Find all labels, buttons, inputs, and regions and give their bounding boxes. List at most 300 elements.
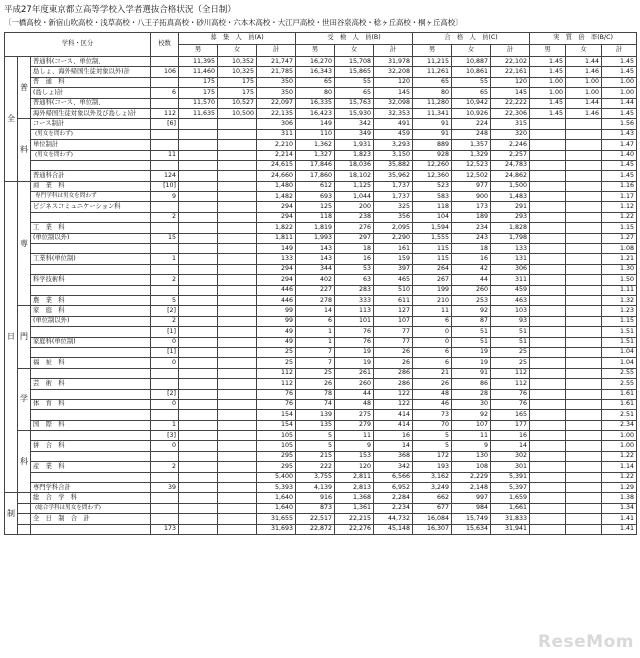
data-cell: 15,749 [452, 514, 491, 524]
data-cell: 286 [374, 368, 413, 378]
data-cell [179, 223, 218, 233]
data-cell: 238 [335, 212, 374, 222]
data-cell: 11 [452, 431, 491, 441]
school-count [151, 77, 179, 87]
data-cell [218, 275, 257, 285]
row-label [31, 431, 151, 441]
table-row [5, 202, 637, 212]
row-label [31, 254, 151, 264]
data-cell: 1,362 [296, 140, 335, 150]
category-label [18, 493, 31, 503]
table-row [5, 140, 637, 150]
data-cell: 264 [413, 264, 452, 274]
category-label: 普 [18, 57, 31, 119]
data-cell [566, 244, 602, 254]
data-cell: 65 [335, 88, 374, 98]
data-cell [566, 129, 602, 139]
row-label-text: 全 日 制 合 計 [33, 514, 90, 522]
data-cell: 248 [452, 129, 491, 139]
row-label [31, 77, 151, 87]
data-cell: 22,102 [491, 57, 530, 67]
data-cell [179, 368, 218, 378]
data-cell: 21,785 [257, 67, 296, 77]
table-row [5, 368, 637, 378]
table-row [5, 441, 637, 451]
row-label [31, 57, 151, 67]
data-cell: 26 [374, 358, 413, 368]
data-cell [530, 254, 566, 264]
data-cell: 112 [257, 379, 296, 389]
data-cell: 65 [413, 77, 452, 87]
data-cell: 32,098 [374, 98, 413, 108]
data-cell: 11,261 [413, 67, 452, 77]
data-cell: 1.50 [602, 275, 637, 285]
data-cell: 1.61 [602, 399, 637, 409]
data-cell [218, 441, 257, 451]
table-row [5, 327, 637, 337]
table-row [5, 160, 637, 170]
row-label [31, 524, 151, 534]
data-cell: 7 [296, 347, 335, 357]
data-cell: 77 [374, 327, 413, 337]
data-cell [530, 431, 566, 441]
data-cell: 1.45 [530, 67, 566, 77]
data-cell [179, 503, 218, 513]
data-cell [566, 493, 602, 503]
data-cell: 14 [296, 306, 335, 316]
data-cell: 1.61 [602, 389, 637, 399]
row-label [31, 316, 151, 326]
row-label [31, 420, 151, 430]
data-cell: 18,036 [335, 160, 374, 170]
data-cell: 5 [296, 441, 335, 451]
data-cell: 107 [374, 316, 413, 326]
table-row [5, 98, 637, 108]
data-cell [530, 129, 566, 139]
data-cell: 76 [335, 337, 374, 347]
table-row [5, 223, 637, 233]
row-label [31, 108, 151, 118]
side-label: 日 [5, 181, 18, 493]
data-cell [218, 295, 257, 305]
data-cell: 31,978 [374, 57, 413, 67]
header-female: 女 [566, 45, 602, 57]
data-cell: 2,813 [335, 483, 374, 493]
table-row [5, 337, 637, 347]
data-cell: 1,482 [257, 192, 296, 202]
data-cell: 6 [413, 347, 452, 357]
data-cell: 612 [296, 181, 335, 191]
data-cell: 65 [296, 77, 335, 87]
data-cell [179, 431, 218, 441]
data-cell: 1,640 [257, 503, 296, 513]
data-cell: 22,276 [335, 524, 374, 534]
data-cell [179, 171, 218, 181]
category-label: 専 [18, 181, 31, 306]
data-cell: 2,148 [452, 483, 491, 493]
data-cell [179, 483, 218, 493]
data-cell: 2.55 [602, 368, 637, 378]
data-cell: 2,095 [374, 223, 413, 233]
data-cell: 414 [374, 410, 413, 420]
data-cell: 5,391 [491, 472, 530, 482]
data-cell: 1,819 [296, 223, 335, 233]
data-cell: 5 [413, 431, 452, 441]
data-cell [218, 493, 257, 503]
data-cell: 11,280 [413, 98, 452, 108]
table-row [5, 503, 637, 513]
data-cell: 53 [335, 264, 374, 274]
data-cell [179, 192, 218, 202]
school-count [151, 368, 179, 378]
data-cell: 215 [296, 451, 335, 461]
data-cell: 6 [296, 316, 335, 326]
page-title: 平成27年度東京都立高等学校入学者選抜合格状況（全日制） [4, 5, 236, 15]
data-cell: 1,329 [452, 150, 491, 160]
data-cell: 115 [413, 254, 452, 264]
header-passed: 合 格 人 員(C) [413, 33, 530, 45]
table-row [5, 77, 637, 87]
data-cell: 1,823 [335, 150, 374, 160]
data-cell [179, 295, 218, 305]
data-cell [566, 233, 602, 243]
data-cell: 293 [491, 212, 530, 222]
data-cell: 344 [296, 264, 335, 274]
data-cell [530, 524, 566, 534]
data-cell: 42 [452, 264, 491, 274]
data-cell [530, 327, 566, 337]
data-cell [566, 347, 602, 357]
data-cell: 315 [491, 119, 530, 129]
row-label [31, 264, 151, 274]
row-label [31, 441, 151, 451]
header-male: 男 [530, 45, 566, 57]
data-cell [530, 244, 566, 254]
data-cell [530, 410, 566, 420]
header-female: 女 [452, 45, 491, 57]
data-cell: 25 [491, 347, 530, 357]
data-cell [218, 212, 257, 222]
data-cell: 11,570 [179, 98, 218, 108]
category-label: 科 [18, 431, 31, 493]
data-cell: 25 [257, 358, 296, 368]
table-row [5, 493, 637, 503]
data-cell: 118 [296, 212, 335, 222]
data-cell: 1,659 [491, 493, 530, 503]
data-cell: 1.15 [602, 223, 637, 233]
data-cell [566, 316, 602, 326]
school-count: 1 [151, 420, 179, 430]
side-label: 全 [5, 57, 18, 182]
data-cell [566, 379, 602, 389]
data-cell: 92 [452, 410, 491, 420]
data-cell: 63 [335, 275, 374, 285]
data-cell [218, 140, 257, 150]
table-row [5, 67, 637, 77]
data-cell: 15,763 [335, 98, 374, 108]
data-cell: 193 [413, 462, 452, 472]
header-male: 男 [413, 45, 452, 57]
data-cell: 11,215 [413, 57, 452, 67]
data-cell: 16 [374, 431, 413, 441]
data-cell: 154 [257, 420, 296, 430]
data-cell [566, 223, 602, 233]
data-cell: 12,360 [413, 171, 452, 181]
data-cell: 5,393 [257, 483, 296, 493]
data-cell [218, 399, 257, 409]
row-label [31, 306, 151, 316]
data-cell: 295 [257, 462, 296, 472]
data-cell: 11 [335, 431, 374, 441]
watermark-logo: ReseMom [537, 632, 634, 652]
table-row [5, 379, 637, 389]
data-cell: 1 [296, 327, 335, 337]
data-cell [566, 483, 602, 493]
data-cell: 5,397 [491, 483, 530, 493]
school-count [151, 410, 179, 420]
data-cell: 1.00 [530, 77, 566, 87]
data-cell: 55 [335, 77, 374, 87]
data-cell: 1,327 [296, 150, 335, 160]
data-cell: 12,523 [452, 160, 491, 170]
data-cell: 76 [335, 327, 374, 337]
data-cell: 77 [374, 337, 413, 347]
data-cell [566, 389, 602, 399]
data-cell [566, 285, 602, 295]
data-cell: 113 [335, 306, 374, 316]
data-cell [179, 472, 218, 482]
data-cell: 997 [452, 493, 491, 503]
data-cell [566, 472, 602, 482]
data-cell [179, 150, 218, 160]
data-cell: 10,527 [218, 98, 257, 108]
data-cell [218, 389, 257, 399]
data-cell: 1.00 [602, 88, 637, 98]
data-cell [218, 119, 257, 129]
data-cell: 199 [413, 285, 452, 295]
data-cell: 306 [257, 119, 296, 129]
table-row [5, 431, 637, 441]
row-label-text: 福 祉 科 [33, 358, 65, 366]
data-cell: 112 [491, 368, 530, 378]
data-cell [179, 254, 218, 264]
row-label-text: 単位制計 [33, 140, 59, 148]
data-cell: 15,634 [452, 524, 491, 534]
data-cell [530, 462, 566, 472]
school-count [151, 472, 179, 482]
data-cell [530, 285, 566, 295]
data-cell: 149 [296, 119, 335, 129]
data-cell [218, 514, 257, 524]
header-dept: 学科・区分 [5, 33, 151, 57]
data-cell: 12,260 [413, 160, 452, 170]
data-cell [530, 306, 566, 316]
data-cell: 1.08 [602, 244, 637, 254]
table-row [5, 347, 637, 357]
school-count: 0 [151, 399, 179, 409]
data-cell: 11 [413, 306, 452, 316]
data-cell [530, 503, 566, 513]
data-cell: 2.55 [602, 379, 637, 389]
school-count: 39 [151, 483, 179, 493]
data-cell: 122 [374, 399, 413, 409]
data-cell [530, 202, 566, 212]
data-cell [530, 483, 566, 493]
data-cell: 325 [374, 202, 413, 212]
table-row [5, 57, 637, 67]
data-cell: 662 [413, 493, 452, 503]
data-cell [218, 431, 257, 441]
data-cell: 78 [296, 389, 335, 399]
data-cell [566, 119, 602, 129]
data-cell: 1.44 [566, 57, 602, 67]
data-cell: 74 [296, 399, 335, 409]
data-cell: 16 [335, 254, 374, 264]
row-label [31, 181, 151, 191]
data-cell: 1.04 [602, 358, 637, 368]
data-cell: 112 [491, 379, 530, 389]
data-cell: 165 [491, 410, 530, 420]
data-cell: 1.14 [602, 462, 637, 472]
data-cell: 6,952 [374, 483, 413, 493]
data-cell [179, 337, 218, 347]
data-cell: 342 [374, 462, 413, 472]
data-cell: 1.00 [566, 88, 602, 98]
data-cell: 112 [257, 368, 296, 378]
row-label-text: 専門学科合計 [33, 483, 71, 491]
data-cell: 107 [452, 420, 491, 430]
data-cell: 25 [491, 358, 530, 368]
data-cell: 224 [452, 119, 491, 129]
data-cell: 16 [452, 254, 491, 264]
data-cell: 463 [491, 295, 530, 305]
data-cell: 200 [335, 202, 374, 212]
data-cell [566, 150, 602, 160]
data-cell [218, 192, 257, 202]
table-row [5, 410, 637, 420]
data-cell [566, 295, 602, 305]
data-cell [530, 337, 566, 347]
data-cell [179, 347, 218, 357]
row-label-text: (単位制以外) [33, 317, 70, 325]
data-cell: 1.16 [602, 181, 637, 191]
table-row [5, 108, 637, 118]
school-count: 0 [151, 358, 179, 368]
data-cell [530, 160, 566, 170]
row-label [31, 493, 151, 503]
data-cell: 291 [491, 202, 530, 212]
data-cell [566, 368, 602, 378]
row-label-text: 工 業 科 [33, 223, 65, 231]
school-count: [1] [151, 327, 179, 337]
data-cell [218, 379, 257, 389]
data-cell: 2,234 [374, 503, 413, 513]
data-cell [566, 514, 602, 524]
data-cell: 99 [257, 306, 296, 316]
data-cell: 333 [335, 295, 374, 305]
data-cell: 1.21 [602, 254, 637, 264]
data-cell: 22,161 [491, 67, 530, 77]
table-row [5, 192, 637, 202]
data-cell: 48 [413, 389, 452, 399]
data-cell [179, 202, 218, 212]
data-cell: 2,246 [491, 140, 530, 150]
data-cell: 1,828 [491, 223, 530, 233]
data-cell: 311 [257, 129, 296, 139]
school-count [151, 264, 179, 274]
data-cell [179, 212, 218, 222]
data-cell: 611 [374, 295, 413, 305]
data-cell: 10,325 [218, 67, 257, 77]
data-cell: 118 [413, 202, 452, 212]
data-cell: 127 [374, 306, 413, 316]
data-cell: 22,215 [335, 514, 374, 524]
data-cell: 31,941 [491, 524, 530, 534]
header-female: 女 [335, 45, 374, 57]
data-cell: 6 [413, 316, 452, 326]
data-cell: 2,229 [452, 472, 491, 482]
row-label-text: 芸 術 科 [33, 379, 65, 387]
data-cell [218, 462, 257, 472]
row-label [31, 192, 151, 202]
data-cell [566, 212, 602, 222]
data-cell: 19 [452, 347, 491, 357]
school-count: 6 [151, 88, 179, 98]
table-row [5, 514, 637, 524]
data-cell: 1.56 [602, 119, 637, 129]
data-cell: 55 [452, 77, 491, 87]
school-count: [1] [151, 347, 179, 357]
school-count: [3] [151, 431, 179, 441]
data-cell: 104 [413, 212, 452, 222]
data-cell: 19 [452, 358, 491, 368]
data-cell: 76 [491, 389, 530, 399]
data-cell: 21 [413, 368, 452, 378]
data-cell [218, 285, 257, 295]
data-cell: 320 [491, 129, 530, 139]
data-cell: 14 [374, 441, 413, 451]
data-cell [179, 379, 218, 389]
data-cell: 1,640 [257, 493, 296, 503]
data-cell [179, 316, 218, 326]
data-cell: 91 [413, 129, 452, 139]
data-cell [218, 171, 257, 181]
data-cell: 1.44 [566, 98, 602, 108]
data-cell [179, 358, 218, 368]
header-ratio: 実 質 倍 率(B/C) [530, 33, 637, 45]
school-count: 106 [151, 67, 179, 77]
category-label: 門 [18, 306, 31, 368]
data-cell [530, 420, 566, 430]
data-cell: 11,635 [179, 108, 218, 118]
data-cell: 18 [452, 244, 491, 254]
data-cell: 977 [452, 181, 491, 191]
data-cell: 1.45 [602, 108, 637, 118]
school-count [151, 160, 179, 170]
row-label [31, 233, 151, 243]
table-row [5, 88, 637, 98]
data-cell [218, 524, 257, 534]
data-cell: 105 [257, 431, 296, 441]
data-cell: 1.45 [530, 108, 566, 118]
data-cell: 446 [257, 295, 296, 305]
school-count: 2 [151, 212, 179, 222]
row-label-text: コース制計 [33, 119, 65, 127]
data-cell [218, 264, 257, 274]
data-cell: 446 [257, 285, 296, 295]
data-cell: 22,306 [491, 108, 530, 118]
data-cell [566, 431, 602, 441]
